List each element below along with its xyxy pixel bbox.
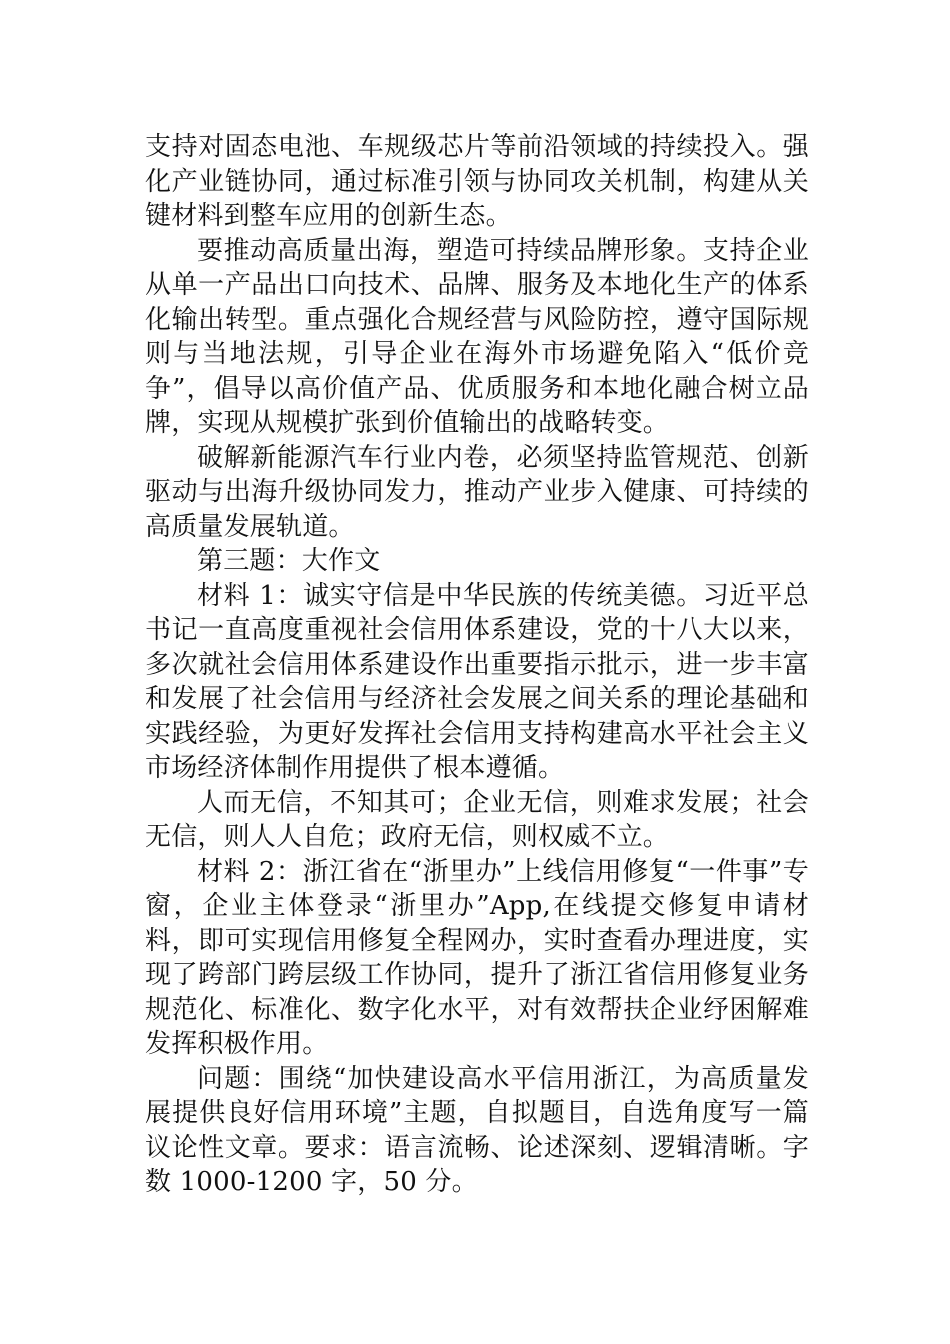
paragraph-material-2: 材料 2：浙江省在“浙里办”上线信用修复“一件事”专窗，企业主体登录“浙里办”App,在线提交修复申请材料，即可实现信用修复全程网办，实时查看办理进度，实现了跨部门跨层级工作协同，提升了浙江省信用修复业务规范化、标准化、数字化水平，对有效帮扶企业纾困解难发挥积极作用。	[145, 856, 809, 1059]
paragraph-conclusion: 破解新能源汽车行业内卷，必须坚持监管规范、创新驱动与出海升级协同发力，推动产业步入健康、可持续的高质量发展轨道。	[145, 442, 809, 542]
document-body	[145, 130, 809, 1200]
paragraph-overseas-expansion: 要推动高质量出海，塑造可持续品牌形象。支持企业从单一产品出口向技术、品牌、服务及本地化生产的体系化输出转型。重点强化合规经营与风险防控，遵守国际规则与当地法规，引导企业在海外市场避免陷入“低价竞争”，倡导以高价值产品、优质服务和本地化融合树立品牌，实现从规模扩张到价值输出的战略转变。	[145, 235, 809, 438]
paragraph-credit-saying: 人而无信，不知其可；企业无信，则难求发展；社会无信，则人人自危；政府无信，则权威不立。	[145, 787, 809, 852]
paragraph-continuation: 支持对固态电池、车规级芯片等前沿领域的持续投入。强化产业链协同，通过标准引领与协同攻关机制，构建从关键材料到整车应用的创新生态。	[145, 132, 809, 231]
section-heading-question-three: 第三题：大作文	[197, 546, 381, 576]
paragraph-question: 问题：围绕“加快建设高水平信用浙江，为高质量发展提供良好信用环境”主题，自拟题目，自选角度写一篇议论性文章。要求：语言流畅、论述深刻、逻辑清晰。字数 1000-1200 字，50 分。	[145, 1063, 809, 1197]
paragraph-material-1: 材料 1：诚实守信是中华民族的传统美德。习近平总书记一直高度重视社会信用体系建设，党的十八大以来，多次就社会信用体系建设作出重要指示批示，进一步丰富和发展了社会信用与经济社会发展之间关系的理论基础和实践经验，为更好发挥社会信用支持构建高水平社会主义市场经济体制作用提供了根本遵循。	[145, 580, 809, 783]
